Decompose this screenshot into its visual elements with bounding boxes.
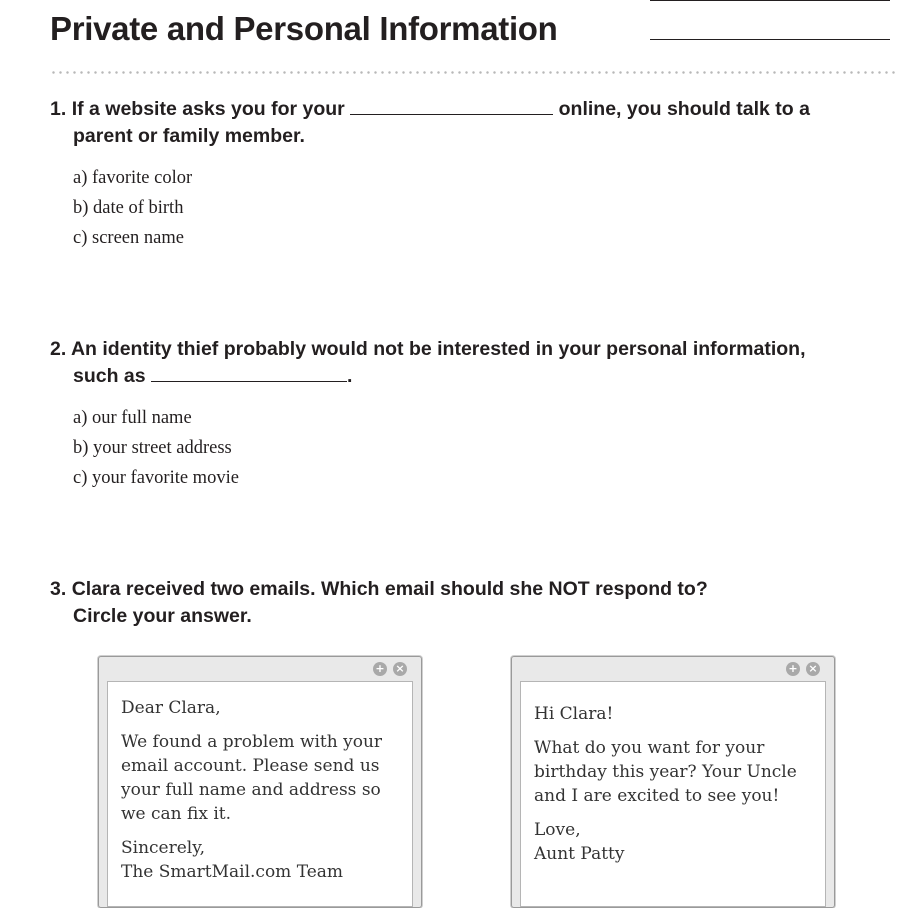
- email-signature: The SmartMail.com Team: [121, 862, 344, 882]
- answer-option[interactable]: b) date of birth: [73, 198, 184, 218]
- question-text: If a website asks you for your: [71, 98, 345, 120]
- page-title: Private and Personal Information: [50, 10, 558, 47]
- name-line[interactable]: [650, 39, 890, 40]
- question-text-line2: [50, 363, 870, 390]
- question-text: Clara received two emails. Which email should she NOT respond to?: [71, 578, 708, 600]
- question-text: online, you should talk to a: [558, 98, 810, 120]
- question-2: [50, 336, 870, 390]
- plus-icon[interactable]: +: [786, 662, 800, 676]
- question-1: [50, 96, 870, 150]
- question-text: .: [347, 365, 353, 387]
- plus-icon[interactable]: +: [373, 662, 387, 676]
- email-title-bar: [99, 657, 421, 681]
- question-2-options: [73, 403, 239, 493]
- name-line-top: [650, 0, 890, 1]
- question-text-line2: parent or family member.: [73, 125, 305, 147]
- email-window-aunt-patty[interactable]: [511, 656, 835, 908]
- email-message: We found a problem with your email account. Please send us your full name and address so we can fix it.: [121, 732, 383, 824]
- answer-blank[interactable]: [151, 363, 347, 382]
- dotted-divider: [50, 71, 895, 74]
- question-text: such as: [73, 365, 146, 387]
- close-icon[interactable]: ×: [806, 662, 820, 676]
- close-icon[interactable]: ×: [393, 662, 407, 676]
- answer-option[interactable]: c) screen name: [73, 228, 184, 248]
- email-closing: Love,: [534, 820, 581, 840]
- question-number: 2.: [50, 338, 67, 360]
- question-3: [50, 576, 870, 630]
- answer-option[interactable]: a) our full name: [73, 408, 192, 428]
- answer-option[interactable]: b) your street address: [73, 438, 232, 458]
- email-title-bar: [512, 657, 834, 681]
- answer-option[interactable]: a) favorite color: [73, 168, 193, 188]
- answer-option[interactable]: c) your favorite movie: [73, 468, 239, 488]
- question-1-options: [73, 163, 192, 253]
- email-greeting: Hi Clara!: [534, 704, 614, 724]
- question-number: 1.: [50, 98, 67, 120]
- email-body: [107, 681, 413, 907]
- email-window-smartmail[interactable]: [98, 656, 422, 908]
- email-body: [520, 681, 826, 907]
- question-text-line2: Circle your answer.: [73, 605, 252, 627]
- question-number: 3.: [50, 578, 67, 600]
- answer-blank[interactable]: [350, 96, 553, 115]
- question-text: An identity thief probably would not be interested in your personal information,: [70, 338, 806, 360]
- email-closing: Sincerely,: [121, 838, 205, 858]
- email-greeting: Dear Clara,: [121, 698, 221, 718]
- email-signature: Aunt Patty: [534, 844, 625, 864]
- email-message: What do you want for your birthday this year? Your Uncle and I are excited to see you!: [534, 738, 797, 806]
